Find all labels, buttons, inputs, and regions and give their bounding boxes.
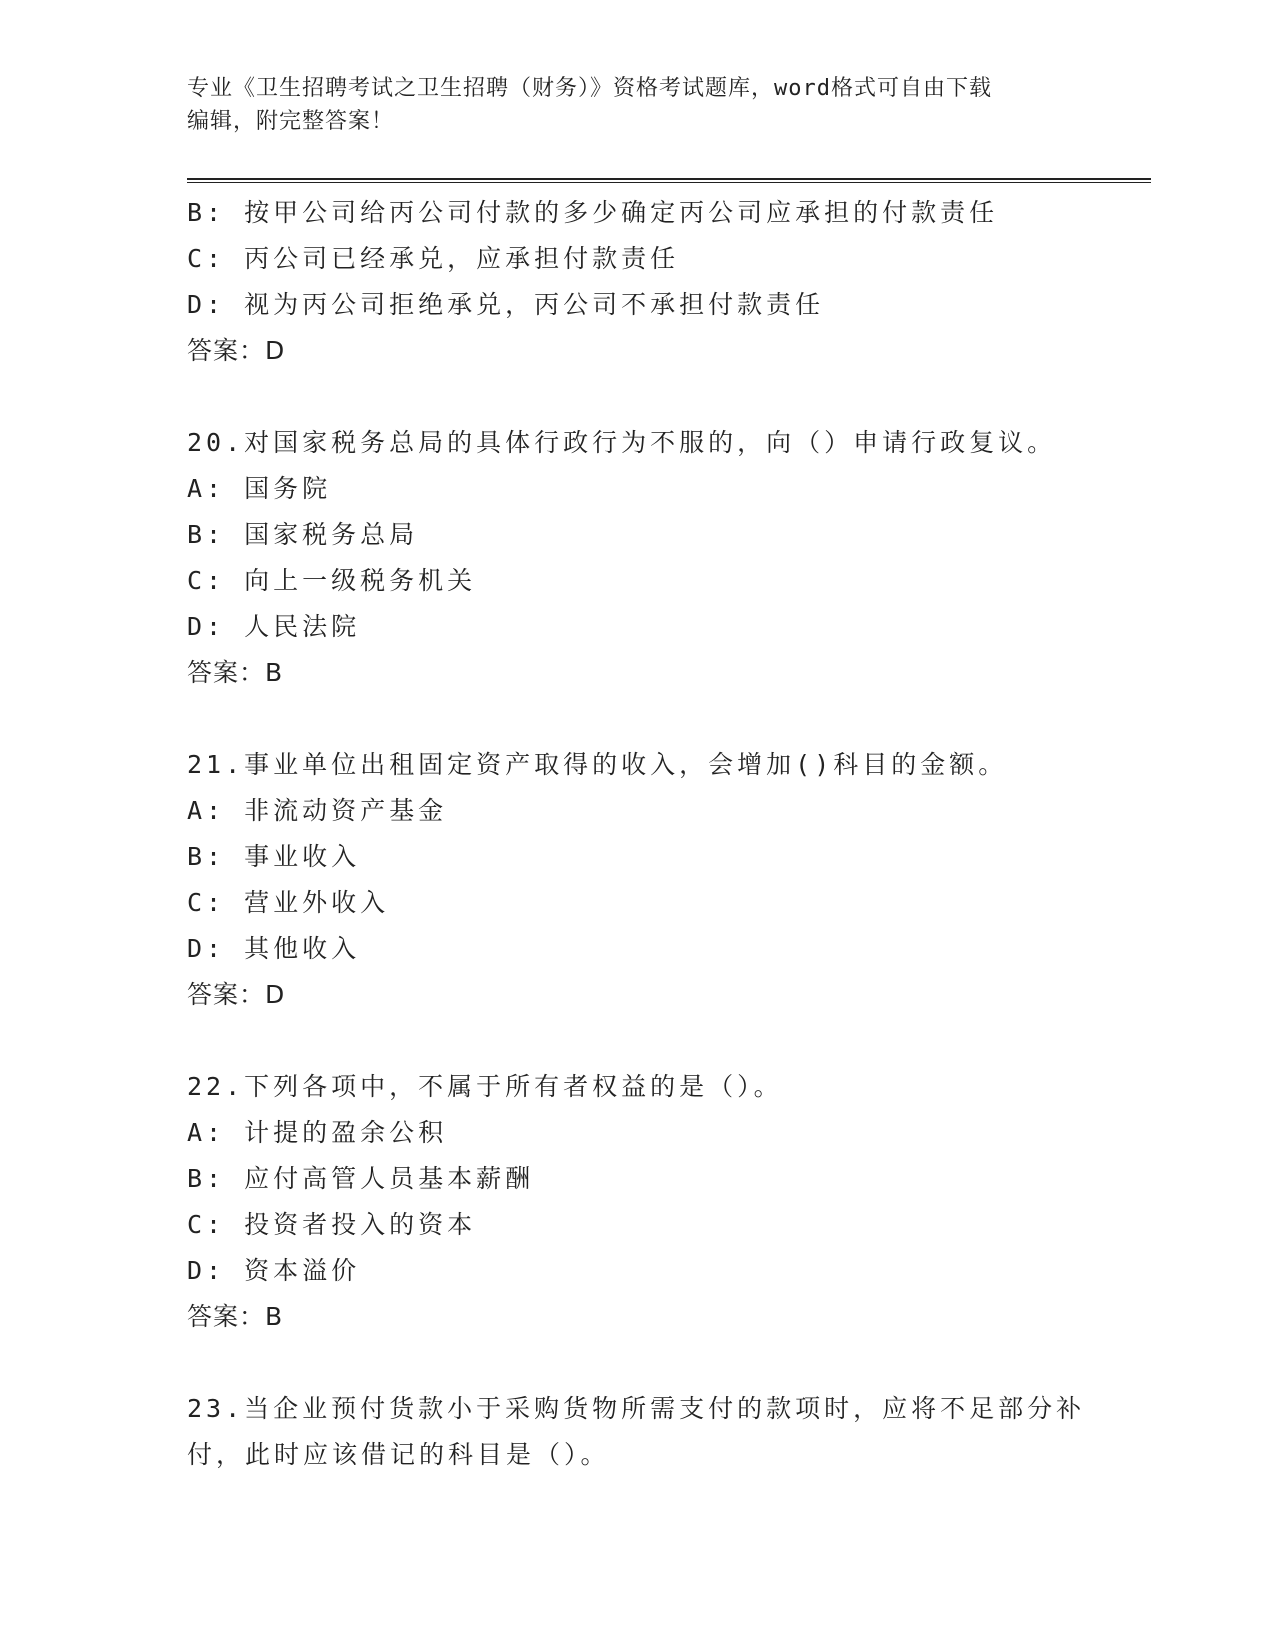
option-c: C: 营业外收入 xyxy=(187,888,390,917)
answer: 答案：B xyxy=(187,1302,284,1331)
option-c: C: 丙公司已经承兑，应承担付款责任 xyxy=(187,244,680,273)
question-21 xyxy=(187,742,1087,1018)
question-stem: 21.事业单位出租固定资产取得的收入，会增加()科目的金额。 xyxy=(187,750,1008,779)
question-23 xyxy=(187,1386,1087,1478)
option-a: A: 计提的盈余公积 xyxy=(187,1118,448,1147)
document-header xyxy=(187,72,1087,138)
question-stem: 20.对国家税务总局的具体行政行为不服的，向（）申请行政复议。 xyxy=(187,428,1057,457)
option-a: A: 国务院 xyxy=(187,474,332,503)
question-19-tail xyxy=(187,190,1087,374)
header-line-2: 编辑，附完整答案！ xyxy=(187,109,395,134)
question-list xyxy=(187,190,1087,1478)
option-d: D: 其他收入 xyxy=(187,934,361,963)
header-line-1: 专业《卫生招聘考试之卫生招聘（财务）》资格考试题库，word格式可自由下载 xyxy=(187,76,992,101)
option-b: B: 国家税务总局 xyxy=(187,520,419,549)
question-stem: 22.下列各项中，不属于所有者权益的是（）。 xyxy=(187,1072,783,1101)
option-c: C: 向上一级税务机关 xyxy=(187,566,477,595)
question-stem-line-2: 付，此时应该借记的科目是（）。 xyxy=(187,1440,610,1469)
answer: 答案：D xyxy=(187,336,286,365)
answer: 答案：D xyxy=(187,980,286,1009)
option-d: D: 人民法院 xyxy=(187,612,361,641)
option-b: B: 事业收入 xyxy=(187,842,361,871)
option-a: A: 非流动资产基金 xyxy=(187,796,448,825)
question-stem-line-1: 23.当企业预付货款小于采购货物所需支付的款项时，应将不足部分补 xyxy=(187,1394,1086,1423)
header-divider xyxy=(187,178,1151,183)
option-c: C: 投资者投入的资本 xyxy=(187,1210,477,1239)
option-b: B: 应付高管人员基本薪酬 xyxy=(187,1164,535,1193)
option-b: B: 按甲公司给丙公司付款的多少确定丙公司应承担的付款责任 xyxy=(187,198,999,227)
question-20 xyxy=(187,420,1087,696)
question-22 xyxy=(187,1064,1087,1340)
option-d: D: 资本溢价 xyxy=(187,1256,361,1285)
option-d: D: 视为丙公司拒绝承兑，丙公司不承担付款责任 xyxy=(187,290,825,319)
answer: 答案：B xyxy=(187,658,284,687)
